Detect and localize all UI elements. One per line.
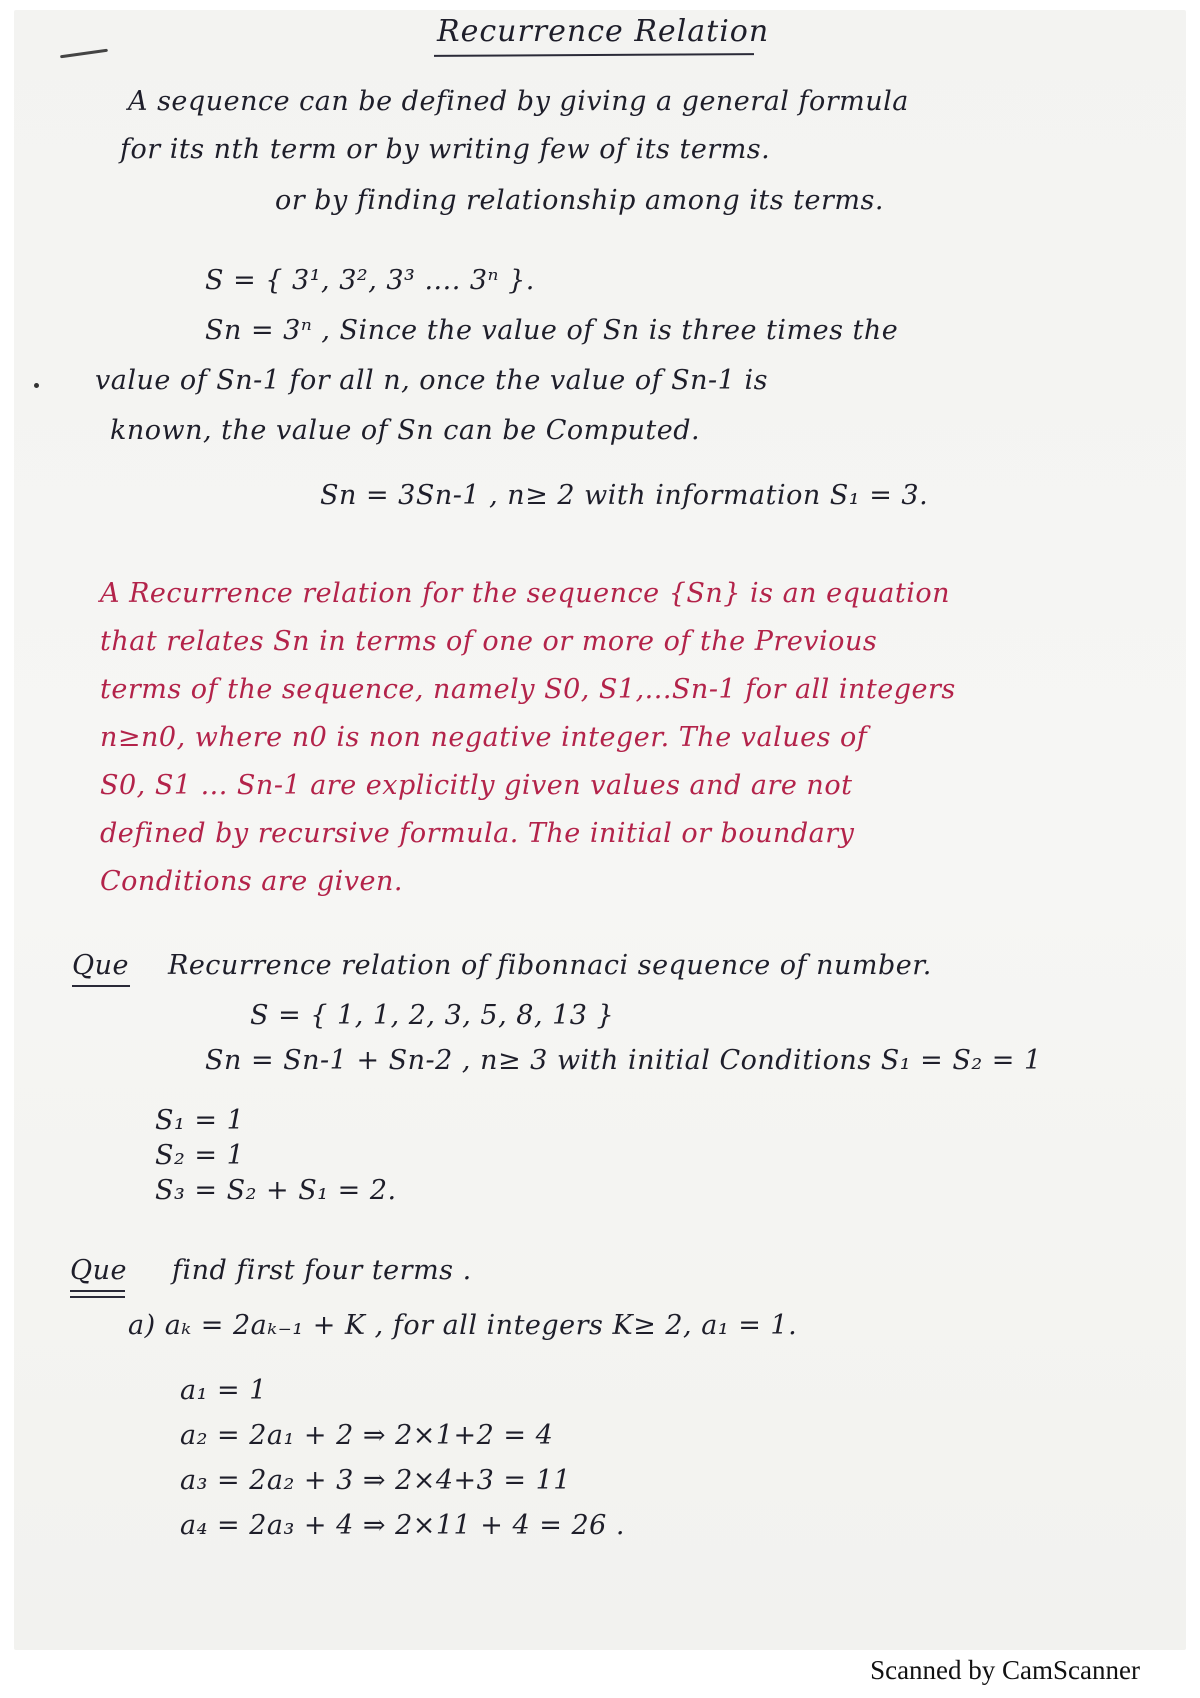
intro-line-2: for its nth term or by writing few of its terms.: [120, 134, 771, 165]
q1-step-1: S₁ = 1: [155, 1105, 245, 1136]
page-title: Recurrence Relation: [437, 14, 770, 49]
definition-line-2: that relates Sn in terms of one or more of the Previous: [100, 626, 878, 657]
intro-line-7: known, the value of Sn can be Computed.: [110, 415, 701, 446]
q1-label-underline: [72, 985, 130, 987]
scanner-watermark: Scanned by CamScanner: [870, 1655, 1140, 1685]
ink-dot: [34, 383, 39, 388]
intro-line-3: or by finding relationship among its terms.: [275, 185, 884, 216]
intro-line-1: A sequence can be defined by giving a general formula: [128, 86, 909, 117]
definition-line-3: terms of the sequence, namely S0, S1,...Sn-1 for all integers: [100, 674, 956, 705]
recurrence-formula: Sn = 3Sn-1 , n≥ 2 with information S₁ = 3.: [320, 480, 929, 511]
definition-line-1: A Recurrence relation for the sequence {Sn} is an equation: [100, 578, 951, 609]
q2-step-3: a₃ = 2a₂ + 3 ⇒ 2×4+3 = 11: [180, 1465, 571, 1496]
q2-label-underline-2: [70, 1296, 125, 1298]
q2-step-2: a₂ = 2a₁ + 2 ⇒ 2×1+2 = 4: [180, 1420, 554, 1451]
q1-set: S = { 1, 1, 2, 3, 5, 8, 13 }: [250, 1000, 615, 1031]
definition-line-4: n≥n0, where n0 is non negative integer. The values of: [100, 722, 868, 753]
q1-label: Que: [72, 950, 130, 981]
set-definition: S = { 3¹, 3², 3³ .... 3ⁿ }.: [205, 265, 535, 296]
q2-step-4: a₄ = 2a₃ + 4 ⇒ 2×11 + 4 = 26 .: [180, 1510, 625, 1541]
definition-line-7: Conditions are given.: [100, 866, 403, 897]
q1-step-2: S₂ = 1: [155, 1140, 245, 1171]
q2-label: Que: [70, 1255, 128, 1286]
q1-relation: Sn = Sn-1 + Sn-2 , n≥ 3 with initial Conditions S₁ = S₂ = 1: [205, 1045, 1042, 1076]
intro-line-5: Sn = 3ⁿ , Since the value of Sn is three times the: [205, 315, 899, 346]
q2-part-a: a) aₖ = 2aₖ₋₁ + K , for all integers K≥ 2, a₁ = 1.: [128, 1310, 798, 1341]
q1-step-3: S₃ = S₂ + S₁ = 2.: [155, 1175, 397, 1206]
intro-line-6: value of Sn-1 for all n, once the value of Sn-1 is: [95, 365, 768, 396]
q2-question: find first four terms .: [172, 1255, 472, 1286]
q2-label-underline-1: [70, 1290, 125, 1292]
definition-line-6: defined by recursive formula. The initial or boundary: [100, 818, 855, 849]
q1-question: Recurrence relation of fibonnaci sequence of number.: [168, 950, 932, 981]
definition-line-5: S0, S1 ... Sn-1 are explicitly given values and are not: [100, 770, 853, 801]
q2-step-1: a₁ = 1: [180, 1375, 267, 1406]
